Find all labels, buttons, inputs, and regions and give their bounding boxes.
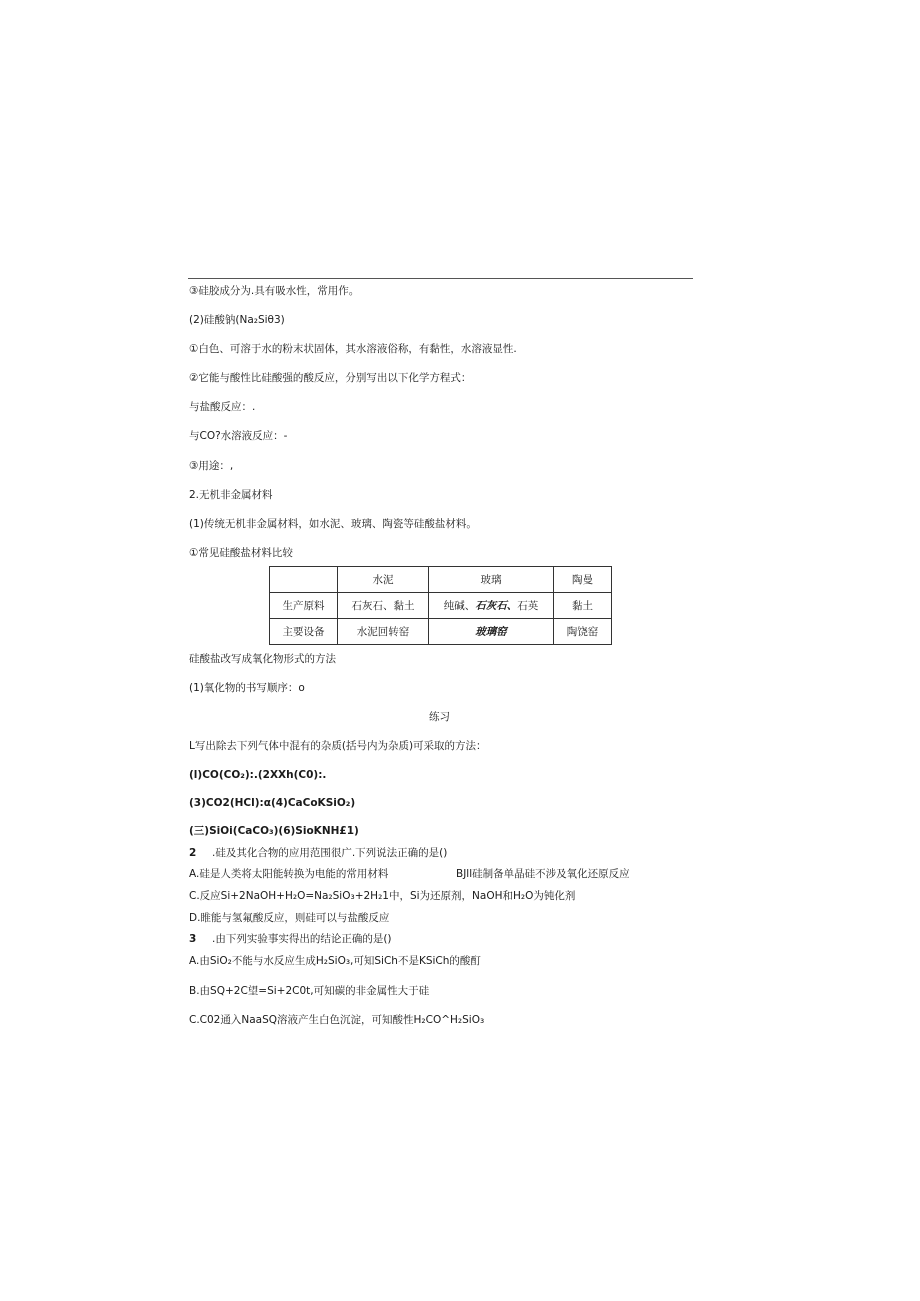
question-2-option-b: BJll硅制备单晶硅不涉及氧化还原反应: [456, 868, 630, 880]
question-2-option-a: A.硅是人类将太阳能转换为电能的常用材料: [189, 868, 389, 880]
question-1-item: (3)CO2(HCl):α(4)CaCoKSiO₂): [189, 797, 356, 809]
table-header-cell: 陶曼: [554, 567, 612, 593]
table-header-cell: 玻璃: [429, 567, 554, 593]
table-cell: 生产原料: [270, 593, 338, 619]
question-2-number: 2: [189, 847, 197, 859]
silicate-comparison-table: [269, 566, 612, 645]
section-heading: (2)硅酸钠(Na₂Siθ3): [189, 314, 285, 326]
table-cell: 黏土: [554, 593, 612, 619]
table-caption: ①常见硅酸盐材料比较: [189, 547, 293, 559]
text-line: (1)氧化物的书写顺序：o: [189, 682, 305, 694]
text-line: 与盐酸反应：.: [189, 401, 256, 413]
table-row: [270, 619, 612, 645]
question-3-option-b: B.由SQ+2C望=Si+2C0t,可知碳的非金属性大于硅: [189, 985, 430, 997]
question-3-option-c: C.C02通入NaaSQ溶液产生白色沉淀，可知酸性H₂CO^H₂SiO₃: [189, 1014, 485, 1026]
table-cell: [429, 593, 554, 619]
text-line: ③用途：,: [189, 460, 234, 472]
text-line: ②它能与酸性比硅酸强的酸反应，分别写出以下化学方程式：: [189, 372, 472, 384]
section-heading: 2.无机非金属材料: [189, 489, 273, 501]
table-cell: 石灰石、黏土: [338, 593, 429, 619]
question-3-option-a: A.由SiO₂不能与水反应生成H₂SiO₃,可知SiCh不是KSiCh的酸酊: [189, 955, 481, 967]
question-3-text: .由下列实验事实得出的结论正确的是(): [212, 933, 392, 945]
table-header-cell: [270, 567, 338, 593]
table-header-cell: 水泥: [338, 567, 429, 593]
question-1-text: L写出除去下列气体中混有的杂质(括号内为杂质)可采取的方法：: [189, 740, 487, 752]
question-1-item: (l)CO(CO₂):.(2XXh(C0):.: [189, 769, 327, 781]
question-3-number: 3: [189, 933, 197, 945]
practice-title: 练习: [429, 711, 450, 723]
text-line: ①白色、可溶于水的粉末状固体，其水溶液俗称，有黏性，水溶液显性.: [189, 343, 517, 355]
table-cell-part: 石英: [517, 600, 539, 612]
text-line: ③硅胶成分为.具有吸水性，常用作。: [189, 285, 360, 297]
table-cell-part: 石灰石、: [475, 600, 518, 612]
table-cell: 主要设备: [270, 619, 338, 645]
text-line: 硅酸盐改写成氧化物形式的方法: [189, 653, 336, 665]
table-cell-part: 纯碱、: [443, 600, 476, 612]
top-rule: [188, 278, 693, 279]
question-2-text: .硅及其化合物的应用范围很广.下列说法正确的是(): [212, 847, 448, 859]
table-row: [270, 593, 612, 619]
question-1-item: (三)SiOi(CaCO₃)(6)SioKNH£1): [189, 825, 359, 837]
text-line: 与CO?水溶液反应：-: [189, 430, 288, 442]
table-header-row: [270, 567, 612, 593]
question-2-option-d: D.睢能与氢氟酸反应，则硅可以与盐酸反应: [189, 912, 390, 924]
table-cell: 水泥回转窑: [338, 619, 429, 645]
question-2-option-c: C.反应Si+2NaOH+H₂O=Na₂SiO₃+2H₂1中，Si为还原剂，NaOH和H₂O为钝化剂: [189, 890, 576, 902]
table-cell: 陶饶窑: [554, 619, 612, 645]
text-line: (1)传统无机非金属材料，如水泥、玻璃、陶瓷等硅酸盐材料。: [189, 518, 477, 530]
table-cell: 玻璃窑: [429, 619, 554, 645]
